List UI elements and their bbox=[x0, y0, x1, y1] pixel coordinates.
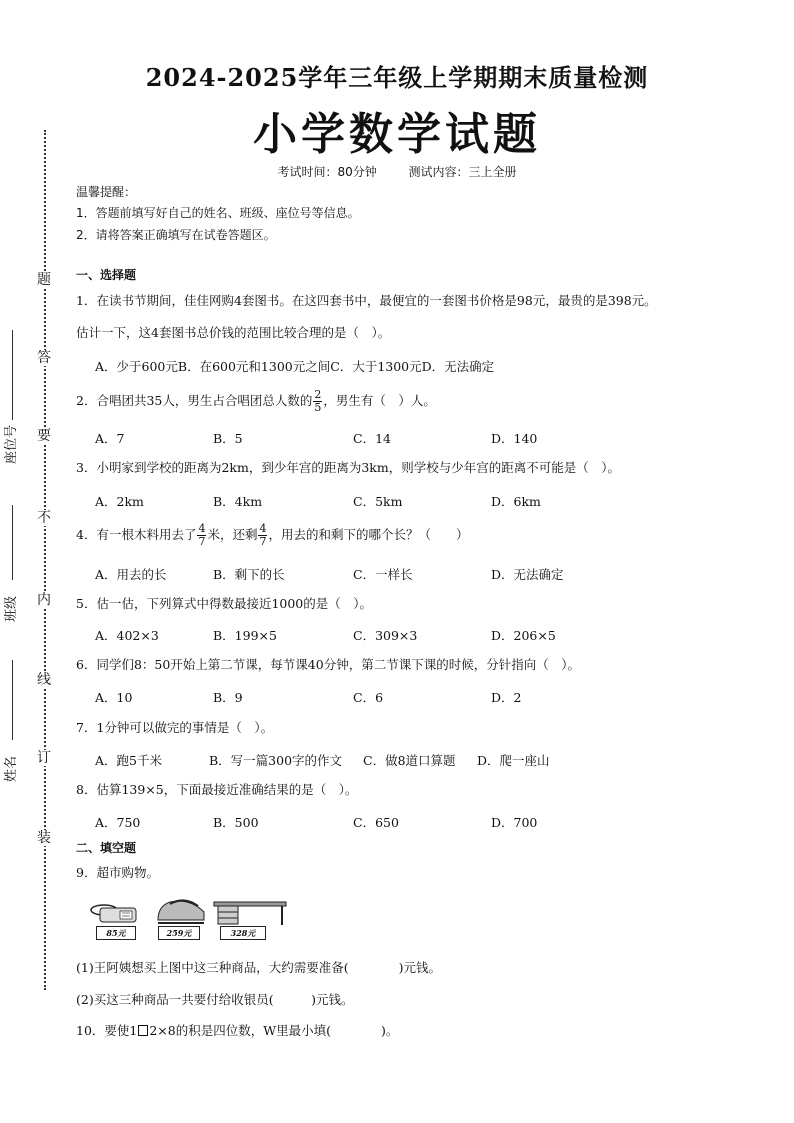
binding-char: 不 bbox=[37, 510, 51, 526]
class-label: 班级 bbox=[4, 595, 19, 622]
question-3: 3．小明家到学校的距离为2km，到少年宫的距离为3km，则学校与少年宫的距离不可能是（ ）。 bbox=[76, 460, 620, 475]
exam-time: 考试时间：80分钟 bbox=[277, 165, 377, 179]
q8-option[interactable]: B．500 bbox=[213, 815, 259, 830]
q3-option[interactable]: B．4km bbox=[213, 494, 263, 509]
binding-char: 要 bbox=[37, 428, 51, 444]
question-1-line2: 估计一下，这4套图书总价钱的范围比较合理的是（ ）。 bbox=[76, 325, 391, 340]
q6-option[interactable]: B．9 bbox=[213, 690, 243, 705]
question-4-text: 米，还剩 bbox=[207, 527, 258, 542]
q3-option[interactable]: C．5km bbox=[353, 494, 403, 509]
q2-option[interactable]: C．14 bbox=[353, 431, 391, 446]
q7-option[interactable]: D．爬一座山 bbox=[477, 753, 550, 768]
tip-item: 1．答题前填写好自己的姓名、班级、座位号等信息。 bbox=[76, 206, 360, 220]
q8-option[interactable]: C．650 bbox=[353, 815, 399, 830]
question-2-text: ，男生有（ ）人。 bbox=[323, 393, 436, 408]
q8-option[interactable]: A．750 bbox=[95, 815, 141, 830]
option[interactable]: B．在600元和1300元之间 bbox=[177, 359, 331, 374]
price-tag: 85元 bbox=[96, 926, 136, 940]
question-5: 5．估一估，下列算式中得数最接近1000的是（ ）。 bbox=[76, 596, 373, 611]
shopping-items-illustration bbox=[86, 892, 296, 942]
desk-icon bbox=[214, 902, 286, 925]
q3-option[interactable]: D．6km bbox=[491, 494, 541, 509]
q6-option[interactable]: C．6 bbox=[353, 690, 384, 705]
q4-option[interactable]: D．无法确定 bbox=[491, 567, 564, 582]
binding-char: 装 bbox=[37, 830, 51, 846]
exam-title: 2024-2025学年三年级上学期期末质量检测 bbox=[145, 63, 649, 92]
subject-title: 小学数学试题 bbox=[253, 109, 541, 160]
name-line bbox=[12, 660, 13, 740]
q2-option[interactable]: B．5 bbox=[213, 431, 243, 446]
option[interactable]: D．无法确定 bbox=[421, 359, 495, 374]
option[interactable]: A．少于600元 bbox=[95, 359, 178, 374]
q4-option[interactable]: B．剩下的长 bbox=[213, 567, 285, 582]
tips-heading: 温馨提醒： bbox=[76, 185, 137, 199]
binding-char: 题 bbox=[37, 272, 51, 288]
q2-option[interactable]: D．140 bbox=[491, 431, 538, 446]
question-4-text: 4．有一根木料用去了 bbox=[76, 527, 197, 542]
q6-option[interactable]: A．10 bbox=[95, 690, 133, 705]
question-4-text: ，用去的和剩下的哪个长？（ ） bbox=[268, 527, 469, 542]
section-title: 二、填空题 bbox=[76, 841, 137, 855]
binding-char: 内 bbox=[37, 592, 51, 608]
blank-box[interactable] bbox=[138, 1025, 148, 1036]
class-line bbox=[12, 505, 13, 580]
price-tag: 328元 bbox=[220, 926, 266, 940]
q5-option[interactable]: C．309×3 bbox=[353, 628, 418, 643]
binding-char: 订 bbox=[37, 750, 51, 766]
seat-number-label: 座位号 bbox=[4, 424, 19, 464]
exam-content: 测试内容：三上全册 bbox=[408, 165, 517, 179]
q8-option[interactable]: D．700 bbox=[491, 815, 538, 830]
q6-option[interactable]: D．2 bbox=[491, 690, 522, 705]
q4-option[interactable]: A．用去的长 bbox=[95, 567, 167, 582]
question-2 bbox=[76, 388, 436, 414]
fraction: $\frac{4}{7}$ bbox=[198, 522, 206, 548]
q5-option[interactable]: B．199×5 bbox=[213, 628, 277, 643]
q4-option[interactable]: C．一样长 bbox=[353, 567, 413, 582]
question-8: 8．估算139×5，下面最接近准确结果的是（ ）。 bbox=[76, 782, 358, 797]
tip-item: 2．请将答案正确填写在试卷答题区。 bbox=[76, 228, 276, 242]
question-7: 7．1分钟可以做完的事情是（ ）。 bbox=[76, 720, 274, 735]
question-9-part-1: (1)王阿姨想买上图中这三种商品，大约需要准备( )元钱。 bbox=[76, 960, 441, 975]
iron-icon bbox=[158, 900, 204, 923]
telephone-icon bbox=[91, 905, 136, 922]
section-title: 一、选择题 bbox=[76, 268, 137, 282]
q7-option[interactable]: C．做8道口算题 bbox=[363, 753, 456, 768]
question-9: 9．超市购物。 bbox=[76, 865, 159, 880]
q7-option[interactable]: A．跑5千米 bbox=[95, 753, 162, 768]
fraction: $\frac{2}{5}$ bbox=[314, 388, 322, 414]
question-9-part-2: (2)买这三种商品一共要付给收银员( )元钱。 bbox=[76, 992, 354, 1007]
question-2-text: 2．合唱团共35人，男生占合唱团总人数的 bbox=[76, 393, 313, 408]
binding-char: 线 bbox=[37, 672, 51, 688]
q1-options bbox=[95, 357, 494, 375]
q5-option[interactable]: D．206×5 bbox=[491, 628, 556, 643]
seat-number-line bbox=[12, 330, 13, 420]
question-10 bbox=[76, 1023, 398, 1039]
question-10-text: 2×8的积是四位数，W里最小填( )。 bbox=[149, 1023, 399, 1038]
q5-option[interactable]: A．402×3 bbox=[95, 628, 159, 643]
question-1-line1: 1．在读书节期间，佳佳网购4套图书。在这四套书中，最便宜的一套图书价格是98元，最贵的是398元。 bbox=[76, 293, 657, 308]
exam-info bbox=[0, 163, 794, 180]
question-10-text: 10．要使1 bbox=[76, 1023, 138, 1038]
fraction: $\frac{4}{7}$ bbox=[259, 522, 267, 548]
binding-char: 答 bbox=[37, 350, 51, 366]
option[interactable]: C．大于1300元 bbox=[330, 359, 422, 374]
q2-option[interactable]: A．7 bbox=[95, 431, 125, 446]
q3-option[interactable]: A．2km bbox=[95, 494, 144, 509]
name-label: 姓名 bbox=[4, 755, 19, 782]
products-drawing bbox=[86, 892, 296, 928]
price-tag: 259元 bbox=[158, 926, 200, 940]
question-4 bbox=[76, 522, 469, 548]
binding-dotted-line bbox=[44, 130, 46, 990]
q7-option[interactable]: B．写一篇300字的作文 bbox=[209, 753, 343, 768]
question-6: 6．同学们8：50开始上第二节课，每节课40分钟，第二节课下课的时候，分针指向（ ）。 bbox=[76, 657, 580, 672]
